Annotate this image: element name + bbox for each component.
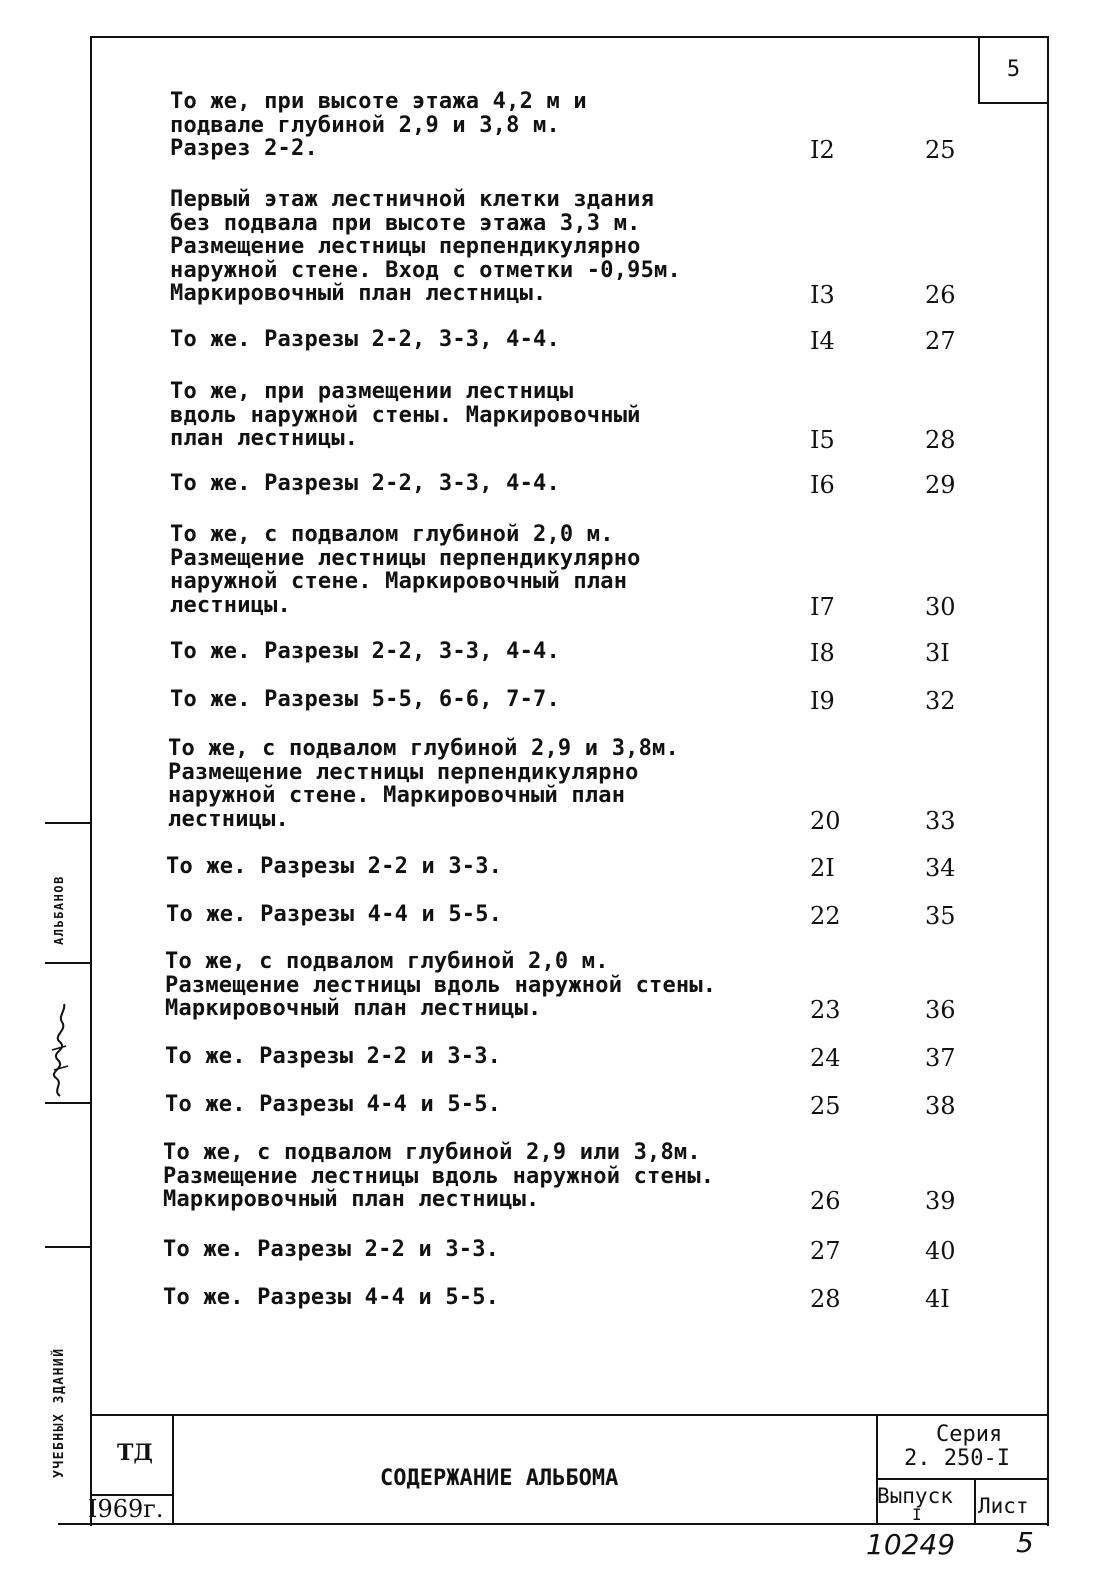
entry-line: Маркировочный план лестницы. (163, 1187, 540, 1212)
entry-drawing-number: 23 (810, 996, 841, 1024)
entry-line: наружной стене. Вход с отметки -0,95м. (170, 257, 681, 283)
document-title: СОДЕРЖАНИЕ АЛЬБОМА (380, 1466, 619, 1491)
margin-divider-3 (45, 1102, 90, 1104)
margin-stamp-bottom: УЧЕБНЫХ ЗДАНИЙ (52, 1347, 67, 1478)
entry-line: То же, с подвалом глубиной 2,0 м. (170, 522, 614, 547)
entry-line: план лестницы. (170, 426, 359, 451)
entry-line: То же. Разрезы 2-2, 3-3, 4-4. (170, 471, 560, 496)
title-block-series-line (876, 1478, 1047, 1480)
entry-description (170, 688, 560, 712)
entry-description (163, 1286, 499, 1310)
entry-line: То же. Разрезы 2-2 и 3-3. (163, 1237, 500, 1262)
entry-description (170, 472, 560, 496)
margin-divider-1 (45, 822, 90, 824)
entry-page-number: 25 (925, 136, 956, 164)
entry-drawing-number: 26 (810, 1187, 841, 1215)
entry-line: То же. Разрезы 2-2, 3-3, 4-4. (170, 639, 560, 664)
entry-drawing-number: 22 (810, 902, 841, 930)
entry-line: лестницы. (170, 592, 292, 618)
entry-description (166, 903, 502, 927)
entry-line: Разрез 2-2. (170, 136, 318, 161)
entry-line: Размещение лестницы вдоль наружной стены. (165, 972, 717, 998)
title-block-top-line (90, 1414, 1047, 1416)
document-year: I969г. (88, 1495, 164, 1523)
entry-page-number: 27 (925, 327, 956, 355)
entry-line: То же. Разрезы 2-2, 3-3, 4-4. (170, 327, 560, 352)
entry-line: То же. Разрезы 2-2 и 3-3. (166, 854, 503, 879)
entry-line: Размещение лестницы перпендикулярно (168, 759, 639, 785)
entry-line: То же, с подвалом глубиной 2,9 или 3,8м. (163, 1140, 701, 1165)
entry-description (170, 523, 641, 617)
title-block-sheet-divider (974, 1478, 976, 1524)
entry-description (168, 737, 679, 831)
margin-divider-2 (45, 962, 90, 964)
entry-line: Первый этаж лестничной клетки здания (170, 187, 655, 212)
entry-description (170, 188, 681, 306)
document-code: ТД (117, 1440, 153, 1466)
entry-page-number: 34 (925, 854, 956, 882)
margin-stamp-top: АЛЬБАНОВ (52, 875, 66, 945)
sheet-label: Лист (978, 1494, 1029, 1518)
entry-drawing-number: 25 (810, 1092, 841, 1120)
entry-drawing-number: I5 (810, 426, 835, 454)
footer-sheet-number: 5 (1016, 1526, 1034, 1559)
entry-page-number: 4I (925, 1285, 950, 1313)
entry-line: Маркировочный план лестницы. (170, 281, 547, 306)
entry-line: Размещение лестницы перпендикулярно (170, 234, 641, 259)
entry-line: подвале глубиной 2,9 и 3,8 м. (170, 112, 560, 138)
entry-description (170, 640, 560, 664)
entry-line: То же. Разрезы 4-4 и 5-5. (166, 902, 503, 927)
entry-page-number: 35 (925, 902, 956, 930)
issue-value: I (912, 1505, 922, 1524)
entry-description (165, 1045, 501, 1069)
entry-description (166, 855, 502, 879)
entry-line: без подвала при высоте этажа 3,3 м. (170, 210, 641, 236)
entry-line: Размещение лестницы перпендикулярно (170, 545, 641, 571)
entry-drawing-number: I9 (810, 687, 835, 715)
entry-description (170, 380, 641, 451)
entry-line: То же, с подвалом глубиной 2,9 и 3,8м. (168, 736, 679, 761)
entry-drawing-number: 20 (810, 806, 841, 835)
entry-page-number: 37 (925, 1044, 956, 1072)
entry-page-number: 28 (925, 426, 956, 454)
inventory-number: 10249 (866, 1528, 956, 1561)
entry-line: наружной стене. Маркировочный план (168, 783, 626, 808)
entry-page-number: 38 (925, 1092, 956, 1120)
title-block-bottom-line (58, 1523, 1047, 1525)
entry-page-number: 26 (925, 281, 956, 309)
entry-line: То же. Разрезы 5-5, 6-6, 7-7. (170, 687, 560, 712)
entry-description (165, 950, 716, 1021)
entry-page-number: 33 (925, 806, 956, 835)
entry-drawing-number: I7 (810, 592, 835, 621)
signature-icon (40, 1000, 80, 1100)
entry-drawing-number: I2 (810, 136, 835, 164)
entry-line: То же. Разрезы 4-4 и 5-5. (165, 1092, 502, 1117)
entry-line: Маркировочный план лестницы. (165, 996, 542, 1021)
entry-page-number: 30 (925, 592, 956, 621)
sheet-number: 5 (1006, 56, 1021, 82)
entry-description (163, 1238, 499, 1262)
entry-description (165, 1093, 501, 1117)
entry-line: вдоль наружной стены. Маркировочный (170, 402, 641, 428)
entry-line: лестницы. (168, 806, 290, 832)
entry-line: То же. Разрезы 4-4 и 5-5. (163, 1285, 500, 1310)
entry-description (170, 90, 587, 161)
sheet-number-box (978, 36, 1047, 104)
entry-line: То же, с подвалом глубиной 2,0 м. (165, 949, 609, 974)
entry-description (163, 1141, 714, 1212)
entry-drawing-number: I8 (810, 639, 835, 667)
entry-page-number: 36 (925, 996, 956, 1024)
entry-line: То же, при высоте этажа 4,2 м и (170, 89, 587, 114)
entry-drawing-number: I3 (810, 281, 835, 309)
entry-line: Размещение лестницы вдоль наружной стены. (163, 1163, 715, 1189)
entry-line: То же. Разрезы 2-2 и 3-3. (165, 1044, 502, 1069)
entry-drawing-number: 24 (810, 1044, 841, 1072)
entry-page-number: 39 (925, 1187, 956, 1215)
series-label: Серия (936, 1422, 1003, 1447)
entry-drawing-number: 2I (810, 854, 835, 882)
entry-drawing-number: 27 (810, 1237, 841, 1265)
entry-page-number: 29 (925, 471, 956, 499)
entry-page-number: 3I (925, 639, 950, 667)
entry-drawing-number: I6 (810, 471, 835, 499)
entry-page-number: 32 (925, 687, 956, 715)
entry-drawing-number: 28 (810, 1285, 841, 1313)
series-value: 2. 250-I (904, 1446, 1010, 1471)
margin-divider-4 (45, 1246, 90, 1248)
entry-page-number: 40 (925, 1237, 956, 1265)
entry-line: То же, при размещении лестницы (170, 379, 574, 404)
entry-drawing-number: I4 (810, 327, 835, 355)
signature-image (40, 1000, 80, 1100)
entry-description (170, 328, 560, 352)
issue-label: Выпуск (877, 1484, 953, 1508)
entry-line: наружной стене. Маркировочный план (170, 569, 628, 594)
